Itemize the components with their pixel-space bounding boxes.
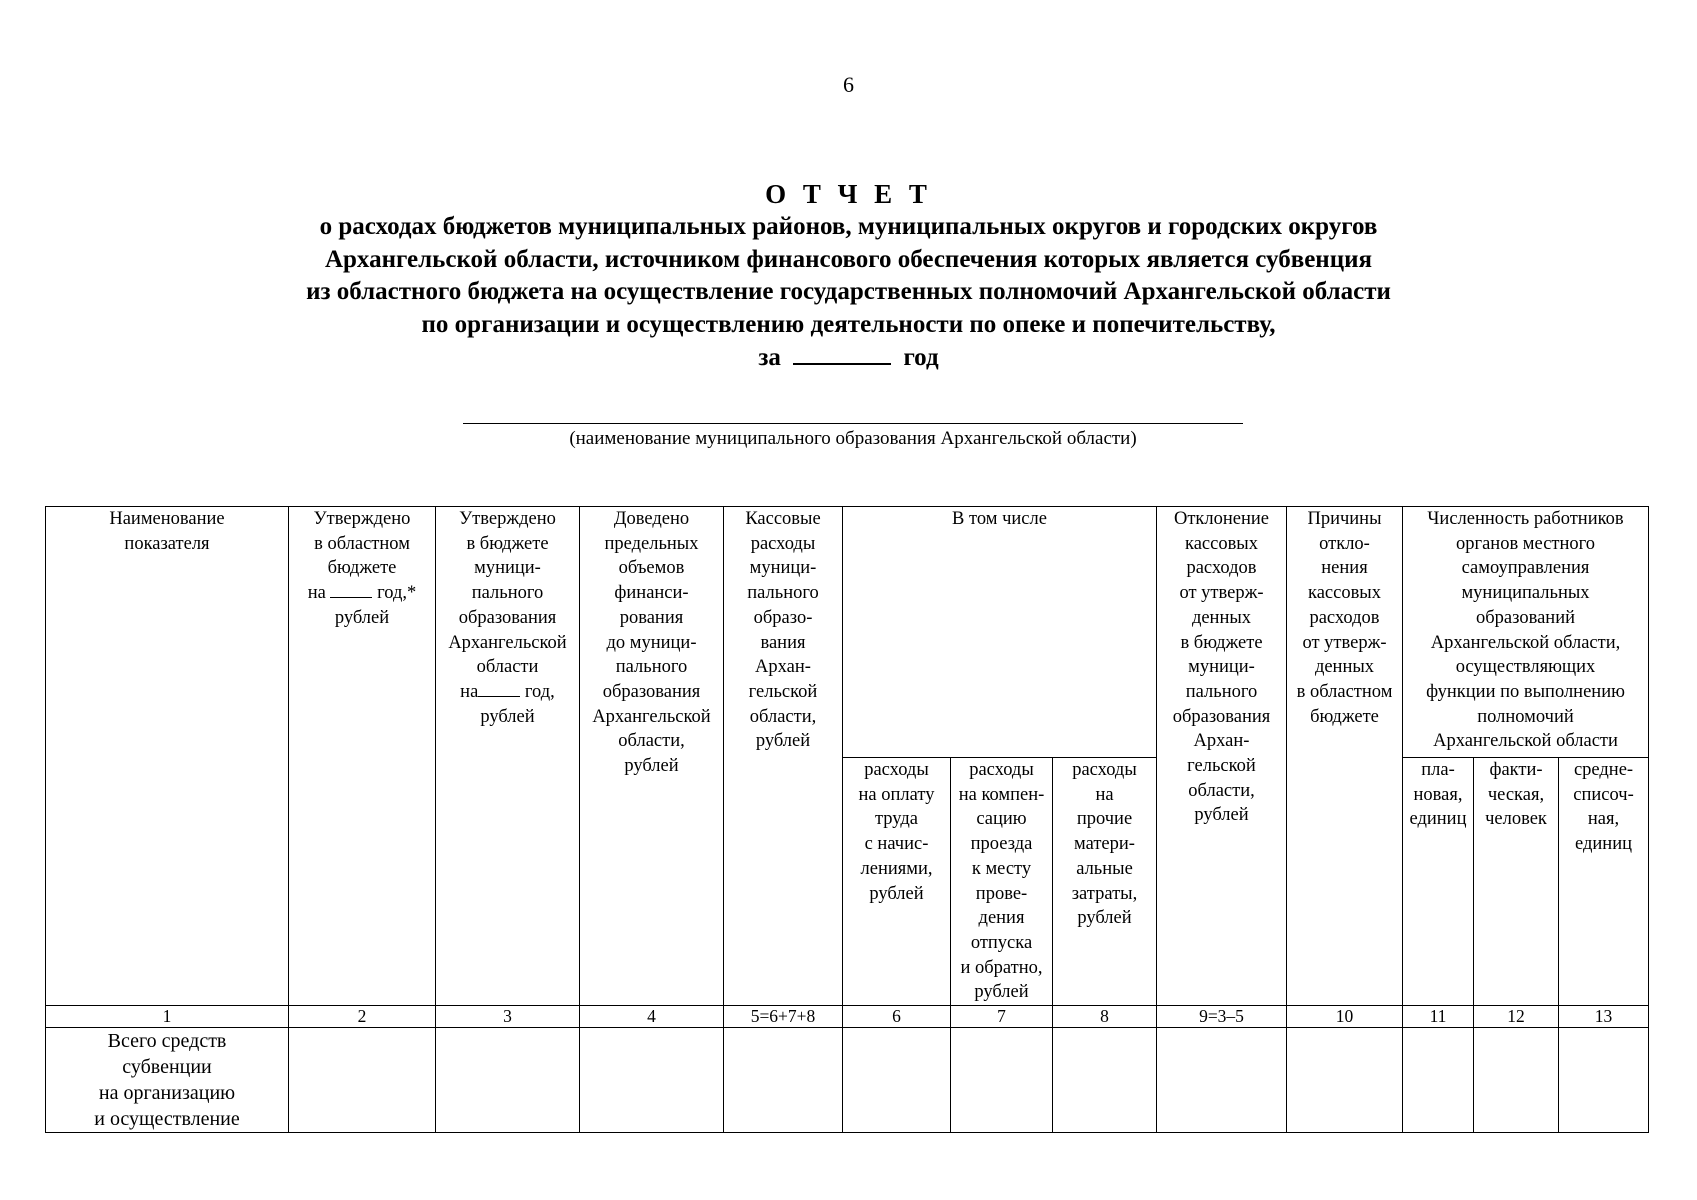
table-cell[interactable] — [843, 1028, 951, 1133]
table-cell[interactable] — [289, 1028, 436, 1133]
header-col-6: расходы на оплату труда с начис- лениями, рублей — [843, 758, 951, 1006]
row-label: Всего средств субвенции на организацию и осуществление — [46, 1028, 289, 1133]
header-col-10: Причины откло- нения кассовых расходов от утверж- денных в областном бюджете — [1287, 507, 1403, 1006]
header-col-8: расходы на прочие матери- альные затраты, рублей — [1053, 758, 1157, 1006]
table-row — [46, 1028, 1649, 1133]
column-number: 7 — [951, 1006, 1053, 1028]
column-number: 5=6+7+8 — [724, 1006, 843, 1028]
year-line — [160, 341, 1537, 375]
table-cell[interactable] — [1474, 1028, 1559, 1133]
table-cell[interactable] — [1403, 1028, 1474, 1133]
column-number: 11 — [1403, 1006, 1474, 1028]
column-number: 3 — [436, 1006, 580, 1028]
year-suffix: год — [903, 344, 939, 371]
table-cell[interactable] — [436, 1028, 580, 1133]
report-subtitle — [160, 211, 1537, 375]
header-col-4: Доведено предельных объемов финанси- рования до муници- пального образования Архангельской области, рублей — [580, 507, 724, 1006]
column-number: 9=3–5 — [1157, 1006, 1287, 1028]
municipality-caption: (наименование муниципального образования Архангельской области) — [569, 428, 1137, 449]
column-number: 8 — [1053, 1006, 1157, 1028]
table-cell[interactable] — [724, 1028, 843, 1133]
header-staff: Численность работников органов местного самоуправления муниципальных образований Архангельской области, осуществляющих функции по выполнению полномочий Архангельской области — [1403, 507, 1649, 758]
table-cell[interactable] — [1559, 1028, 1649, 1133]
report-title: О Т Ч Е Т — [765, 179, 932, 209]
year-prefix: за — [758, 344, 781, 371]
header-col-7: расходы на компен- сацию проезда к месту прове- дения отпуска и обратно, рублей — [951, 758, 1053, 1006]
header-col-5: Кассовые расходы муници- пального образо- вания Архан- гельской области, рублей — [724, 507, 843, 1006]
report-table — [45, 506, 1649, 1133]
subtitle-line: из областного бюджета на осуществление государственных полномочий Архангельской области — [306, 278, 1391, 305]
subtitle-line: о расходах бюджетов муниципальных районов, муниципальных округов и городских округов — [319, 213, 1378, 240]
table-cell[interactable] — [951, 1028, 1053, 1133]
subtitle-line: по организации и осуществлению деятельности по опеке и попечительству, — [421, 310, 1276, 338]
column-number: 6 — [843, 1006, 951, 1028]
table-cell[interactable] — [1157, 1028, 1287, 1133]
header-col-3: Утверждено в бюджете муници- пального образования Архангельской области на год, рублей — [436, 507, 580, 1006]
municipality-name-field[interactable] — [463, 423, 1243, 424]
table-cell[interactable] — [1287, 1028, 1403, 1133]
header-col-2: Утверждено в областном бюджете на год,* рублей — [289, 507, 436, 1006]
column-number: 4 — [580, 1006, 724, 1028]
column-numbers-row — [46, 1006, 1649, 1028]
header-col-11: пла- новая, единиц — [1403, 758, 1474, 1006]
column-number: 2 — [289, 1006, 436, 1028]
page-number: 6 — [843, 72, 854, 97]
header-col-13: средне- списоч- ная, единиц — [1559, 758, 1649, 1006]
table-cell[interactable] — [1053, 1028, 1157, 1133]
column-number: 13 — [1559, 1006, 1649, 1028]
column-number: 1 — [46, 1006, 289, 1028]
header-col-1: Наименование показателя — [46, 507, 289, 1006]
header-including: В том числе — [843, 507, 1157, 758]
year-blank-field[interactable] — [793, 341, 891, 365]
header-col-12: факти- ческая, человек — [1474, 758, 1559, 1006]
table-cell[interactable] — [580, 1028, 724, 1133]
column-number: 10 — [1287, 1006, 1403, 1028]
subtitle-line: Архангельской области, источником финансового обеспечения которых является субвенция — [324, 245, 1373, 273]
header-col-9: Отклонение кассовых расходов от утверж- денных в бюджете муници- пального образования Архан- гельской области, рублей — [1157, 507, 1287, 1006]
column-number: 12 — [1474, 1006, 1559, 1028]
